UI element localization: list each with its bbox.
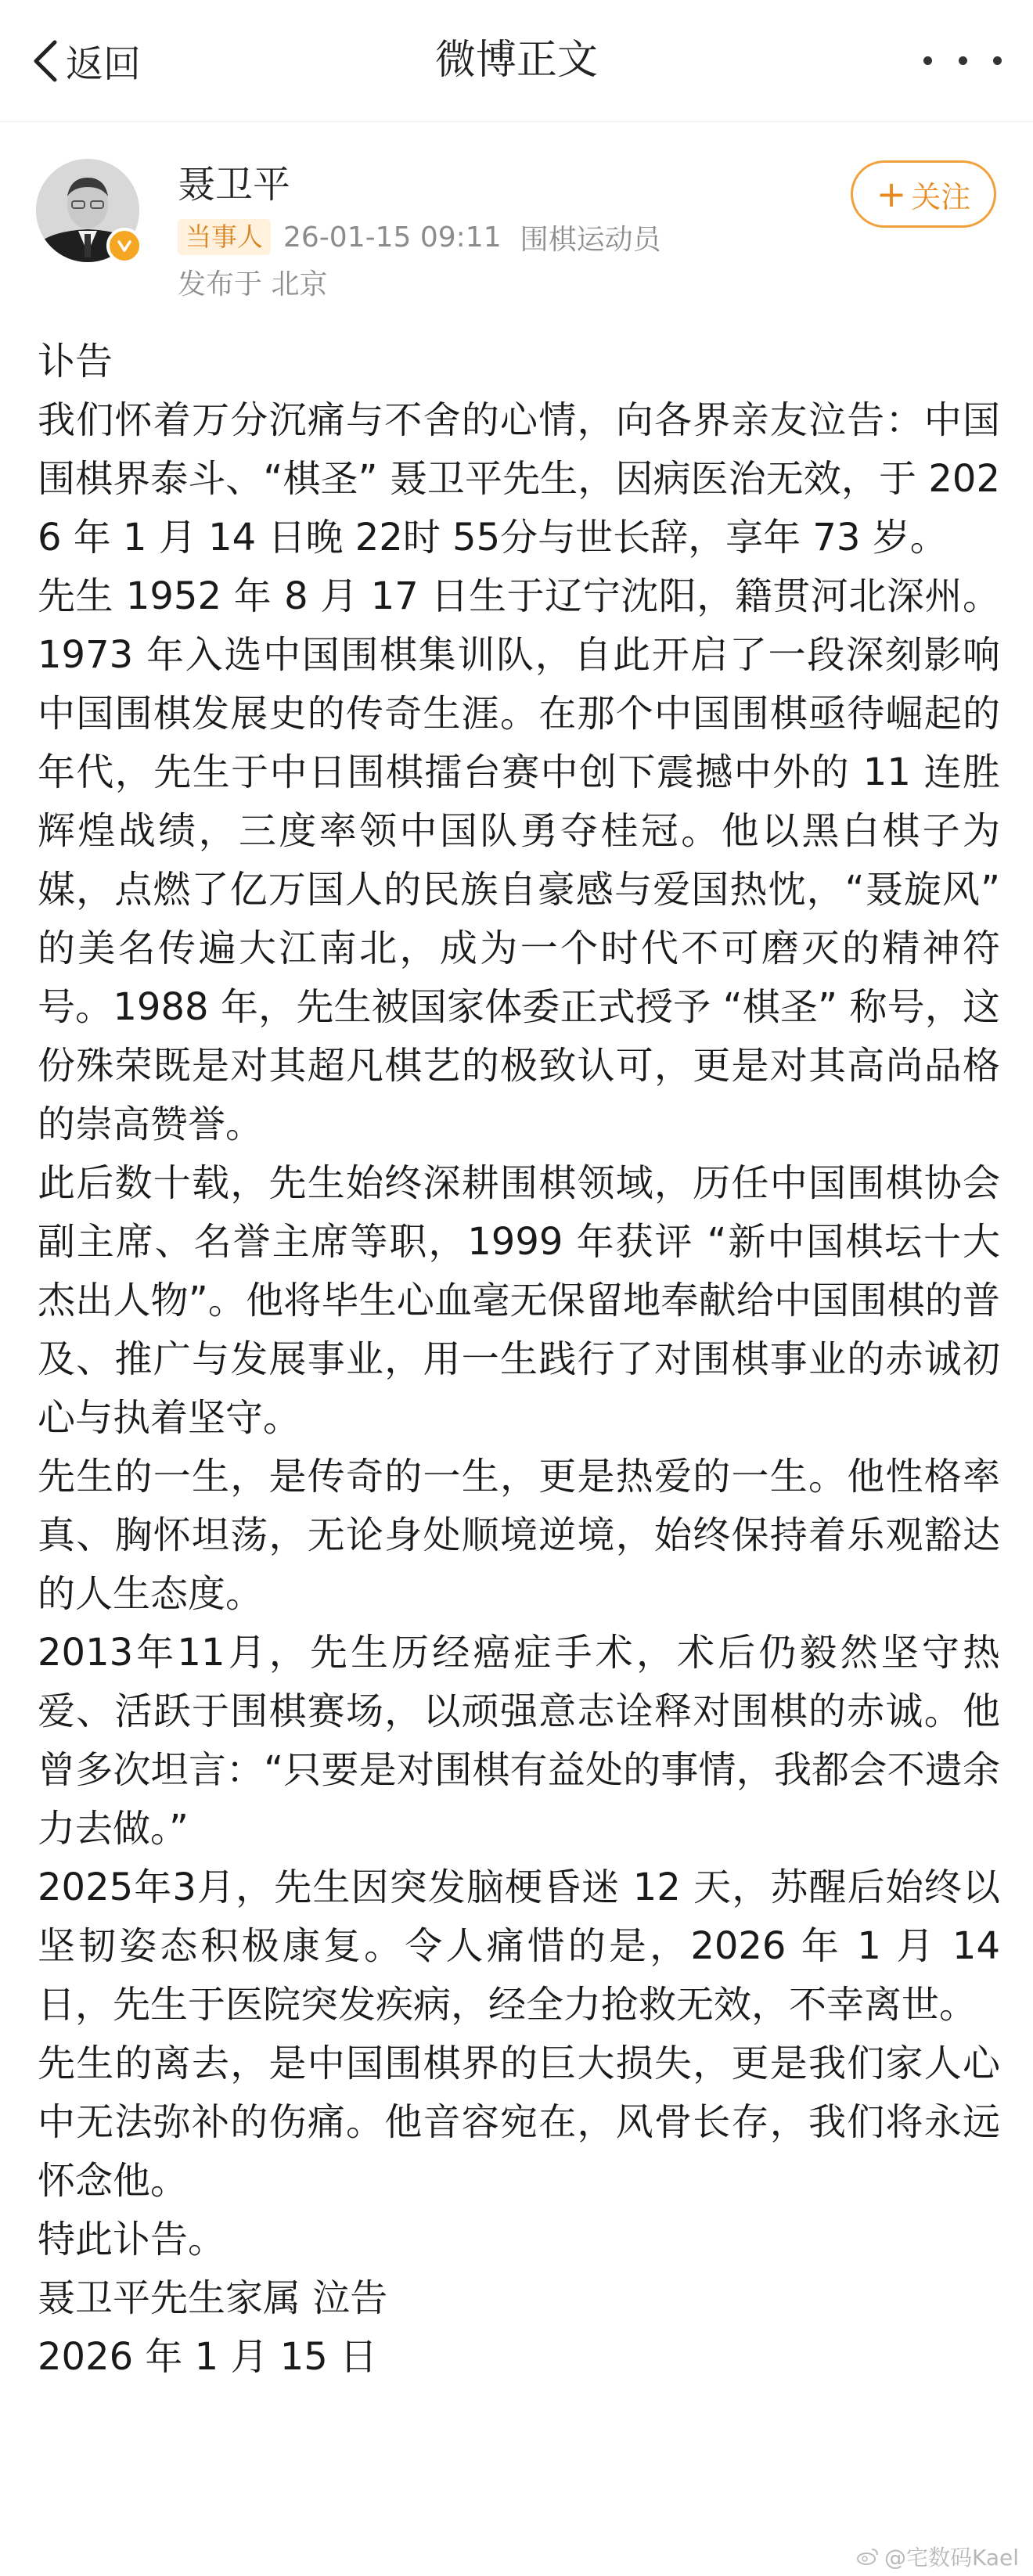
post-paragraph: 2025年3月，先生因突发脑梗昏迷 12 天，苏醒后始终以坚韧姿态积极康复。令人痛惜的是，2026 年 1 月 14 日，先生于医院突发疾病，经全力抢救无效，不幸离世。: [38, 1865, 1000, 2027]
post-paragraph: 特此讣告。: [38, 2218, 226, 2261]
post-paragraph: 我们怀着万分沉痛与不舍的心情，向各界亲友泣告：中国围棋界泰斗、“棋圣” 聂卫平先生，因病医治无效，于 2026 年 1 月 14 日晚 22时 55分与世长辞，享年 73 岁。: [38, 398, 1000, 559]
page-title: 微博正文: [434, 37, 598, 84]
author-description: 围棋运动员: [520, 223, 661, 256]
post-paragraph: 先生的一生，是传奇的一生，更是热爱的一生。他性格率真、胸怀坦荡，无论身处顺境逆境，始终保持着乐观豁达的人生态度。: [38, 1455, 1000, 1616]
post-paragraph: 先生的离去，是中国围棋界的巨大损失，更是我们家人心中无法弥补的伤痛。他音容宛在，风骨长存，我们将永远怀念他。: [38, 2042, 1000, 2203]
post-paragraph: 2013年11月，先生历经癌症手术，术后仍毅然坚守热爱、活跃于围棋赛场，以顽强意志诠释对围棋的赤诚。他曾多次坦言：“只要是对围棋有益处的事情，我都会不遗余力去做。”: [38, 1631, 1000, 1851]
verified-badge-icon: [106, 228, 142, 264]
more-dot-icon: [959, 56, 967, 65]
follow-button[interactable]: [851, 160, 996, 228]
post-paragraph: 讣告: [38, 340, 113, 383]
post-paragraph: 2026 年 1 月 15 日: [38, 2335, 378, 2379]
avatar-container[interactable]: [36, 159, 139, 262]
back-label: 返回: [66, 42, 142, 86]
more-dot-icon: [923, 56, 932, 65]
weibo-logo-icon: [856, 2547, 880, 2566]
watermark-text: @宅数码Kael: [884, 2545, 1019, 2571]
watermark: [856, 2541, 1019, 2572]
author-header: [0, 121, 1033, 317]
post-location: 发布于 北京: [178, 268, 328, 300]
post-time: 26-01-15 09:11: [283, 221, 502, 254]
more-options-button[interactable]: [923, 31, 1002, 90]
post-paragraph: 聂卫平先生家属 泣告: [38, 2276, 388, 2320]
post-body: [38, 333, 1000, 2387]
post-paragraph: 先生 1952 年 8 月 17 日生于辽宁沈阳，籍贯河北深州。1973 年入选中国围棋集训队，自此开启了一段深刻影响中国围棋发展史的传奇生涯。在那个中国围棋亟待崛起的年代，先生于中日围棋擂台赛中创下震撼中外的 11 连胜辉煌战绩，三度率领中国队勇夺桂冠。他以黑白棋子为媒，点燃了亿万国人的民族自豪感与爱国热忱，“聂旋风” 的美名传遍大江南北，成为一个时代不可磨灭的精神符号。1988 年，先生被国家体委正式授予 “棋圣” 称号，这份殊荣既是对其超凡棋艺的极致认可，更是对其高尚品格的崇高赞誉。: [38, 574, 1000, 1146]
party-tag: 当事人: [178, 219, 271, 255]
author-name[interactable]: 聂卫平: [178, 163, 291, 207]
plus-icon: +: [876, 173, 907, 215]
follow-label: 关注: [911, 179, 971, 214]
top-nav-bar: [0, 0, 1033, 122]
more-dot-icon: [993, 56, 1002, 65]
author-meta: [178, 218, 661, 257]
post-paragraph: 此后数十载，先生始终深耕围棋领域，历任中国围棋协会副主席、名誉主席等职，1999 年获评 “新中国棋坛十大杰出人物”。他将毕生心血毫无保留地奉献给中国围棋的普及、推广与发展事业，用一生践行了对围棋事业的赤诚初心与执着坚守。: [38, 1161, 1000, 1440]
